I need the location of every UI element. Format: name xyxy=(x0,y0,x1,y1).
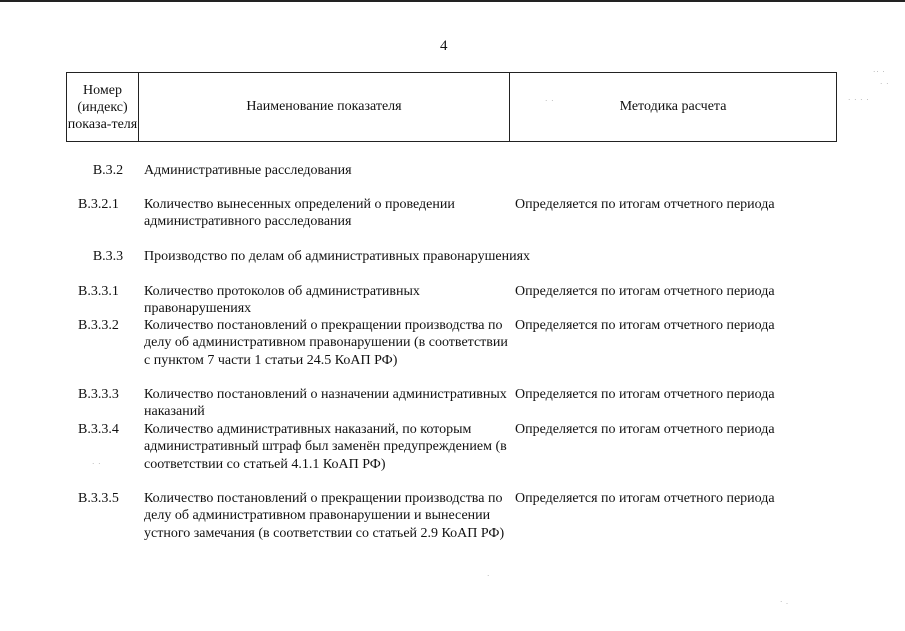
row-method: Определяется по итогам отчетного периода xyxy=(515,491,775,506)
header-number-column: Номер (индекс) показа-теля xyxy=(67,73,139,141)
scan-speck: · · · · xyxy=(848,96,870,104)
row-index: В.3.3.2 xyxy=(78,318,119,333)
row-name: Производство по делам об административных правонарушениях xyxy=(144,249,531,264)
row-name: Количество постановлений о прекращении производства по делу об административном правонарушении и вынесении устного замечания (в соответствии со статьей 2.9 КоАП РФ) xyxy=(144,491,505,541)
row-method: Определяется по итогам отчетного периода xyxy=(515,284,775,299)
row-index: В.3.2 xyxy=(92,163,124,178)
row-name: Административные расследования xyxy=(144,163,352,178)
scan-speck: · xyxy=(487,572,491,580)
scan-speck: · . xyxy=(780,598,789,606)
row-name: Количество постановлений о прекращении производства по делу об административном правонарушении (в соответствии с пунктом 7 части 1 статьи 24.5 КоАП РФ) xyxy=(144,318,508,368)
row-index: В.3.3 xyxy=(92,249,124,264)
row-index: В.3.3.1 xyxy=(78,284,119,299)
scan-speck: · · xyxy=(545,97,555,105)
header-method-column: Методика расчета xyxy=(619,99,727,114)
row-method: Определяется по итогам отчетного периода xyxy=(515,318,775,333)
row-method: Определяется по итогам отчетного периода xyxy=(515,422,775,437)
scan-speck: · · xyxy=(92,460,102,468)
row-index: В.3.3.4 xyxy=(78,422,119,437)
row-name: Количество административных наказаний, по которым административный штраф был заменён предупреждением (в соответствии со статьей 4.1.1 КоАП РФ) xyxy=(144,422,507,472)
row-method: Определяется по итогам отчетного периода xyxy=(515,197,775,212)
row-index: В.3.3.5 xyxy=(78,491,119,506)
row-index: В.3.3.3 xyxy=(78,387,119,402)
scan-speck: ·· · xyxy=(873,68,886,76)
scan-speck: · · xyxy=(880,80,890,88)
header-name-column: Наименование показателя xyxy=(139,73,510,141)
row-name: Количество вынесенных определений о проведении административного расследования xyxy=(144,197,455,230)
row-name: Количество постановлений о назначении административных наказаний xyxy=(144,387,507,420)
table-header xyxy=(66,72,837,142)
page-number: 4 xyxy=(440,38,448,54)
row-index: В.3.2.1 xyxy=(78,197,119,212)
row-name: Количество протоколов об административных правонарушениях xyxy=(144,284,420,317)
row-method: Определяется по итогам отчетного периода xyxy=(515,387,775,402)
page-top-rule xyxy=(0,0,905,2)
